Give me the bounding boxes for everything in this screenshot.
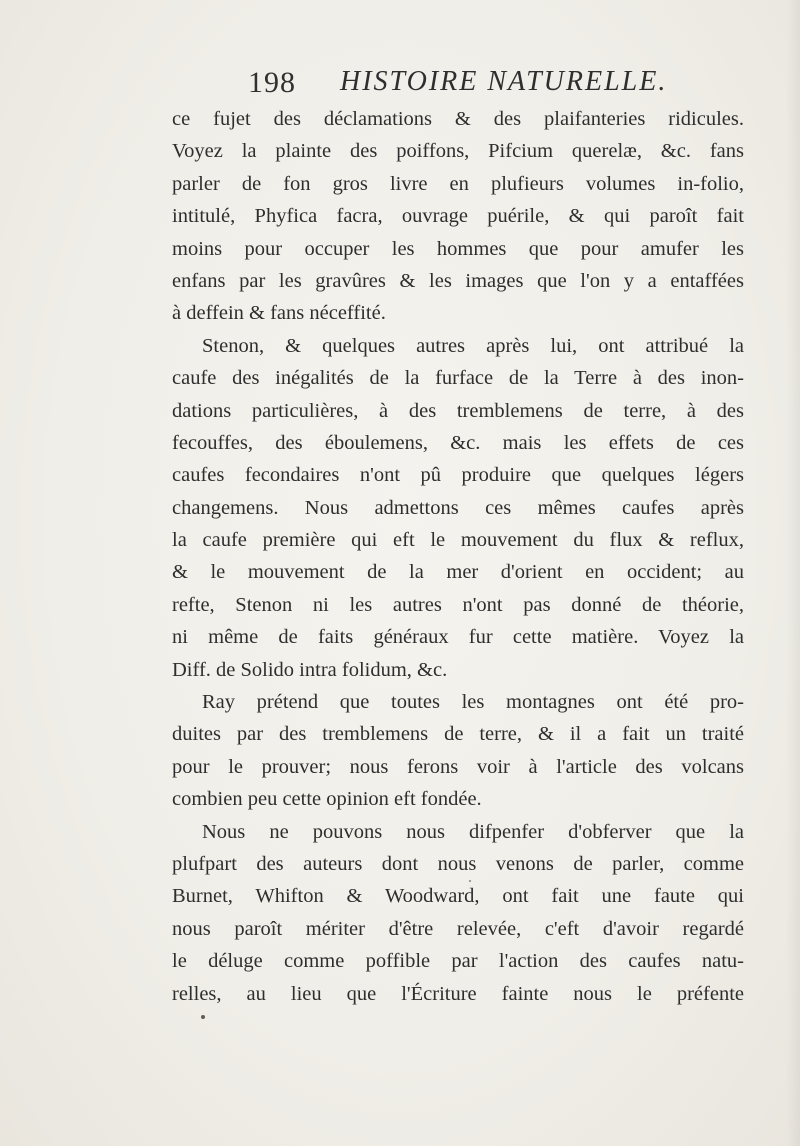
page-header: [248, 66, 800, 100]
text-line: ce fujet des déclamations & des plaifanteries ridicules.: [172, 108, 744, 130]
text-line: pour le prouver; nous ferons voir à l'article des volcans: [172, 755, 744, 778]
text-line: nous paroît mériter d'être relevée, c'eft d'avoir regardé: [172, 917, 744, 940]
text-line: Burnet, Whifton & Woodward, ont fait une faute qui: [172, 885, 744, 908]
text-line: à deffein & fans néceffité.: [172, 302, 386, 325]
body-text: [172, 103, 744, 1010]
text-line: Nous ne pouvons nous difpenfer d'obferver que la: [202, 820, 744, 843]
text-line: refte, Stenon ni les autres n'ont pas donné de théorie,: [172, 593, 744, 616]
text-line: Ray prétend que toutes les montagnes ont été pro-: [202, 691, 744, 714]
page-edge-shadow: [786, 0, 800, 1146]
text-line: Voyez la plainte des poiffons, Pifcium querelæ, &c. fans: [172, 140, 744, 163]
text-line: Diff. de Solido intra folidum, &c.: [172, 658, 448, 681]
text-line: Stenon, & quelques autres après lui, ont attribué la: [202, 334, 744, 357]
text-line: intitulé, Phyfica facra, ouvrage puérile, & qui paroît fait: [172, 205, 744, 228]
text-line: la caufe première qui eft le mouvement du flux & reflux,: [172, 529, 744, 552]
text-line: plufpart des auteurs dont nous venons de parler, comme: [172, 852, 744, 875]
text-line: fecouffes, des éboulemens, &c. mais les effets de ces: [172, 431, 744, 454]
text-line: le déluge comme poffible par l'action des caufes natu-: [172, 950, 744, 973]
text-line: & le mouvement de la mer d'orient en occident; au: [172, 561, 744, 584]
text-line: ni même de faits généraux fur cette matière. Voyez la: [172, 626, 744, 649]
text-line: relles, au lieu que l'Écriture fainte nous le préfente: [172, 982, 744, 1005]
ink-speck: [201, 1015, 205, 1019]
page-number: 198: [248, 66, 296, 99]
text-line: changemens. Nous admettons ces mêmes caufes après: [172, 496, 744, 519]
text-line: combien peu cette opinion eft fondée.: [172, 788, 482, 811]
text-line: parler de fon gros livre en plufieurs volumes in-folio,: [172, 172, 744, 195]
text-line: enfans par les gravûres & les images que l'on y a entaffées: [172, 269, 744, 292]
text-line: caufe des inégalités de la furface de la Terre à des inon-: [172, 367, 744, 390]
text-line: caufes fecondaires n'ont pû produire que quelques légers: [172, 464, 744, 487]
text-line: moins pour occuper les hommes que pour amufer les: [172, 237, 744, 260]
running-title: HISTOIRE NATURELLE.: [340, 66, 668, 97]
text-line: duites par des tremblemens de terre, & il a fait un traité: [172, 723, 744, 746]
text-line: dations particulières, à des tremblemens de terre, à des: [172, 399, 744, 422]
ink-speck: [469, 880, 471, 882]
